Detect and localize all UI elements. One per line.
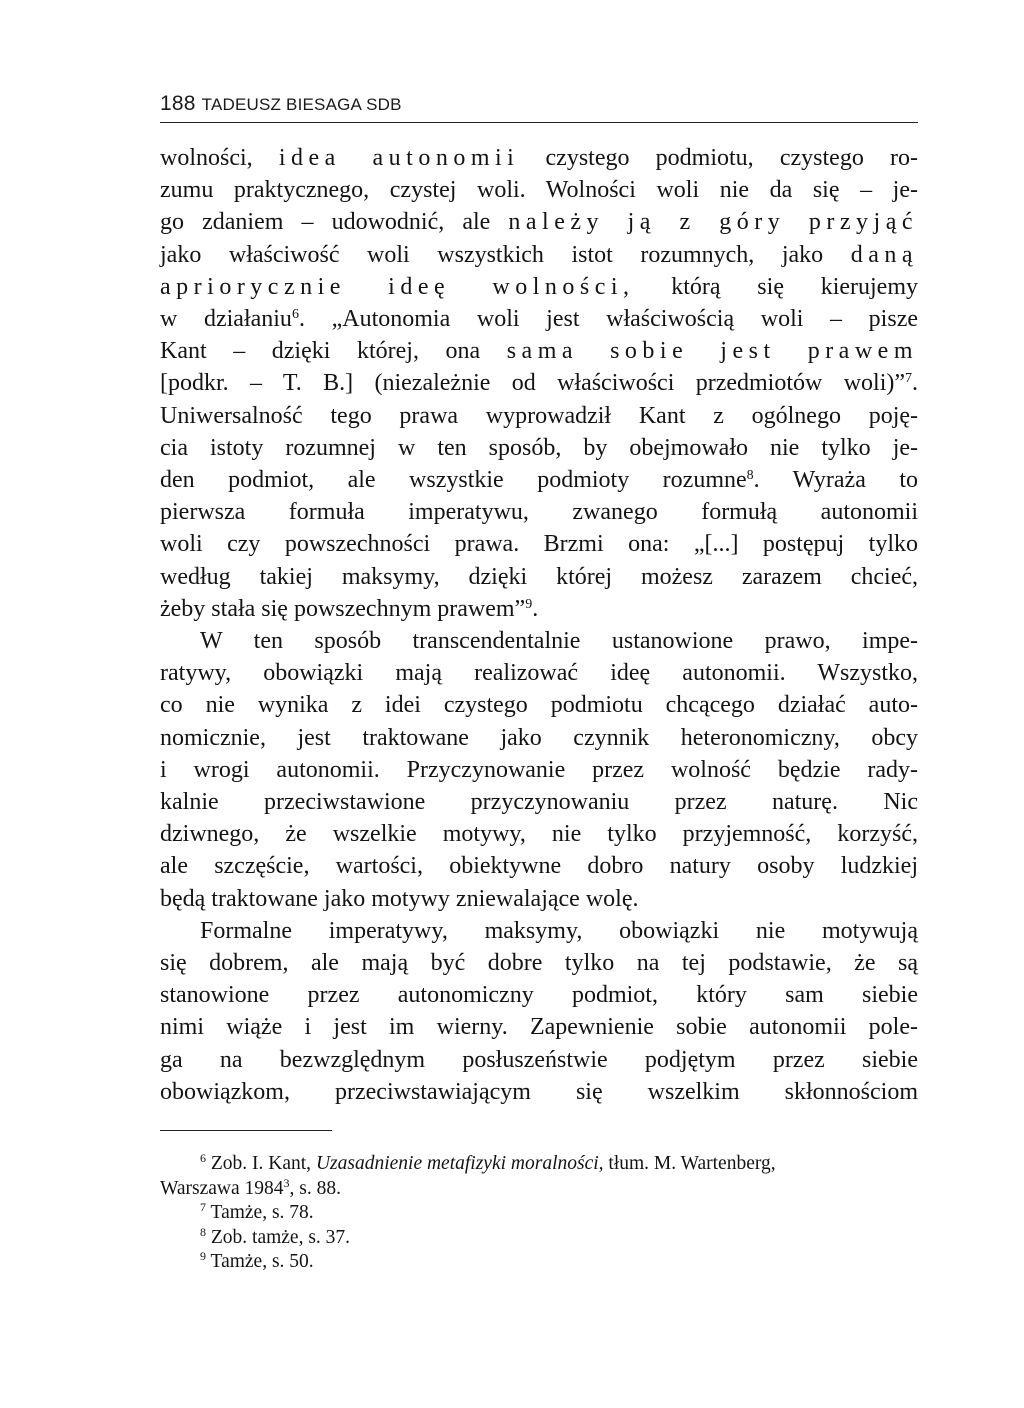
footnote-6 <box>160 1152 918 1177</box>
footnote-number: 7 <box>200 1200 206 1215</box>
text-line: kalnie przeciwstawione przyczynowaniu przez naturę. Nic <box>160 789 918 816</box>
text-line: ale szczęście, wartości, obiektywne dobro natury osoby ludzkiej <box>160 853 918 880</box>
spaced-emphasis: apriorycznie ideę wolności, <box>160 273 635 300</box>
running-header <box>160 92 918 116</box>
text-run: , tłum. M. Wartenberg, <box>598 1153 776 1174</box>
text-run: Zob. tamże, s. 37. <box>206 1226 351 1248</box>
text-line: Uniwersalność tego prawa wyprowadził Kant z ogólnego poję- <box>160 402 918 429</box>
text-line <box>160 464 918 496</box>
text-line: ga na bezwzględnym posłuszeństwie podjętym przez siebie <box>160 1046 918 1073</box>
footnote-7 <box>160 1201 918 1226</box>
text-run: Kant – dzięki której, ona <box>160 338 507 365</box>
text-run: jako właściwość woli wszystkich istot rozumnych, jako <box>160 241 851 268</box>
header-rule <box>160 122 918 123</box>
text-line: Formalne imperatywy, maksymy, obowiązki nie motywują <box>200 917 918 944</box>
text-line: nimi wiąże i jest im wierny. Zapewnienie sobie autonomii pole- <box>160 1014 918 1041</box>
text-line: według takiej maksymy, dzięki której możesz zarazem chcieć, <box>160 563 918 590</box>
text-line: się dobrem, ale mają być dobre tylko na tej podstawie, że są <box>160 950 918 977</box>
text-run: . <box>912 370 918 397</box>
text-run: [podkr. – T. B.] (niezależnie od właściwości przedmiotów woli)” <box>160 370 905 397</box>
text-run: Tamże, s. 78. <box>206 1202 314 1224</box>
page-number: 188 <box>160 92 196 115</box>
spaced-emphasis: idea autonomii <box>278 145 520 171</box>
text-line: W ten sposób transcendentalnie ustanowione prawo, impe- <box>200 628 918 655</box>
text-run: którą się kierujemy <box>634 273 918 300</box>
text-line <box>160 271 918 303</box>
text-run: żeby stała się powszechnym prawem” <box>160 595 526 622</box>
text-run: w działaniu <box>160 306 292 333</box>
text-line: stanowione przez autonomiczny podmiot, który sam siebie <box>160 982 918 1009</box>
text-line: dziwnego, że wszelkie motywy, nie tylko przyjemność, korzyść, <box>160 821 918 848</box>
main-text <box>160 142 918 1108</box>
footnote-ref: 6 <box>291 307 299 323</box>
footnote-8 <box>160 1226 918 1251</box>
text-line: będą traktowane jako motywy zniewalające wolę. <box>160 885 639 912</box>
text-run: , s. 88. <box>289 1177 341 1199</box>
text-run: czystego podmiotu, czystego ro- <box>519 145 919 171</box>
text-line: pierwsza formuła imperatywu, zwanego formułą autonomii <box>160 499 918 526</box>
text-line: nomicznie, jest traktowane jako czynnik heteronomiczny, obcy <box>160 724 918 751</box>
text-run: Tamże, s. 50. <box>206 1251 314 1273</box>
text-run: . <box>532 595 539 622</box>
text-line <box>160 593 918 625</box>
text-run: . Wyraża to <box>753 467 918 494</box>
text-line: co nie wynika z idei czystego podmiotu chcącego działać auto- <box>160 692 918 719</box>
footnotes <box>160 1152 918 1275</box>
footnote-separator <box>160 1130 332 1131</box>
footnote-number: 6 <box>200 1151 206 1165</box>
text-line: i wrogi autonomii. Przyczynowanie przez wolność będzie rady- <box>160 756 918 783</box>
text-run: Zob. I. Kant, <box>206 1153 316 1174</box>
footnote-9 <box>160 1250 918 1275</box>
footnote-6-continued <box>160 1177 918 1202</box>
footnote-ref: 9 <box>525 596 533 612</box>
footnote-number: 8 <box>200 1224 206 1239</box>
footnote-ref: 7 <box>905 371 912 387</box>
spaced-emphasis: daną <box>850 241 918 268</box>
text-line: ratywy, obowiązki mają realizować ideę autonomii. Wszystko, <box>160 660 918 687</box>
text-line <box>160 142 918 174</box>
text-line: cia istoty rozumnej w ten sposób, by obejmowało nie tylko je- <box>160 434 918 461</box>
cited-title: Uzasadnienie metafizyki moralności <box>315 1153 599 1174</box>
text-run: go zdaniem – udowodnić, ale <box>160 209 509 236</box>
text-run: den podmiot, ale wszystkie podmioty rozumne <box>160 467 747 494</box>
text-line <box>160 335 918 367</box>
text-line <box>160 303 918 335</box>
text-run: . „Autonomia woli jest właściwością woli – pisze <box>298 306 918 333</box>
text-line: obowiązkom, przeciwstawiającym się wszelkim skłonnościom <box>160 1078 918 1105</box>
footnote-ref: 8 <box>746 468 754 484</box>
footnote-number: 9 <box>200 1249 206 1264</box>
spaced-emphasis: sama sobie jest prawem <box>506 338 918 365</box>
text-line: woli czy powszechności prawa. Brzmi ona: „[...] postępuj tylko <box>160 531 918 558</box>
text-line <box>160 206 918 238</box>
running-head-author: TADEUSZ BIESAGA SDB <box>201 95 402 114</box>
text-line <box>160 367 918 399</box>
text-line: zumu praktycznego, czystej woli. Wolności woli nie da się – je- <box>160 177 918 204</box>
text-run: wolności, <box>160 145 279 171</box>
text-run: Warszawa 1984 <box>160 1177 284 1199</box>
text-line <box>160 239 918 271</box>
edition-superscript: 3 <box>283 1175 290 1190</box>
spaced-emphasis: należy ją z góry przyjąć <box>508 209 918 236</box>
